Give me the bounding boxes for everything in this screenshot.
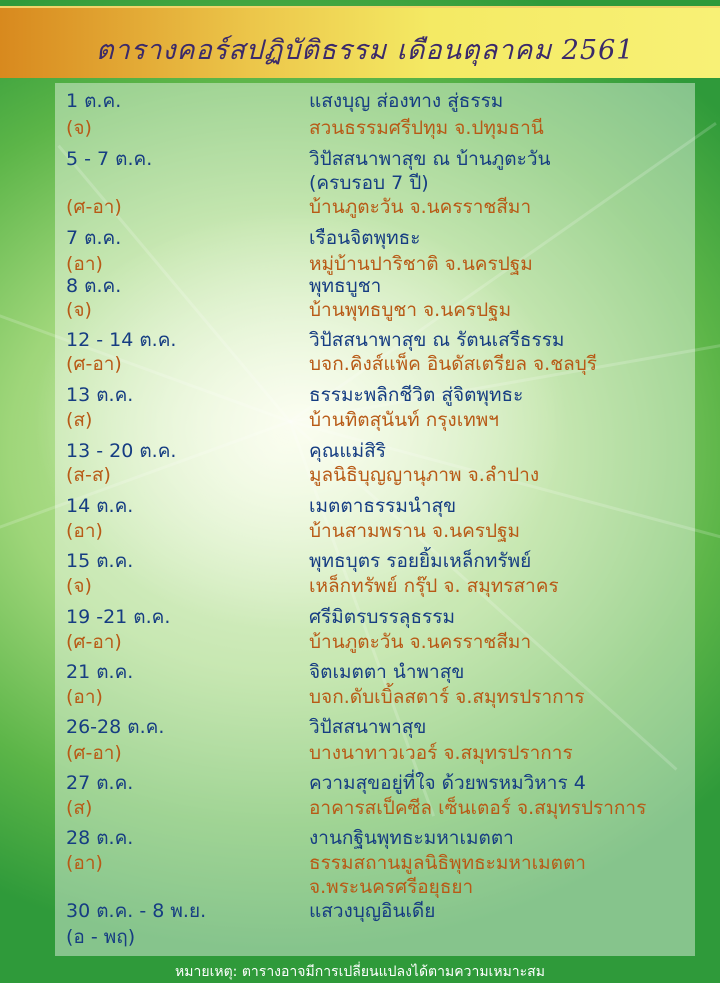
event-location: บ้านทิตสุนันท์ กรุงเทพฯ (309, 409, 499, 431)
event-date: 8 ต.ค. (66, 275, 122, 297)
event-date: 13 ต.ค. (66, 384, 134, 406)
event-days: (ส-ส) (66, 464, 111, 486)
event-title-line2: (ครบรอบ 7 ปี) (309, 172, 429, 194)
event-title: แสวงบุญอินเดีย (309, 900, 436, 922)
event-location: สวนธรรมศรีปทุม จ.ปทุมธานี (309, 117, 544, 139)
schedule-row (66, 925, 706, 949)
schedule-row (66, 89, 706, 113)
event-title: จิตเมตตา นำพาสุข (309, 661, 465, 683)
event-title: ศรีมิตรบรรลุธรรม (309, 606, 455, 628)
schedule-row (66, 796, 706, 820)
event-location: บางนาทาวเวอร์ จ.สมุทรปราการ (309, 742, 573, 764)
title-banner (0, 6, 720, 78)
schedule-row (66, 715, 706, 739)
schedule-row (66, 826, 706, 850)
schedule-row (66, 116, 706, 140)
event-location: บ้านภูตะวัน จ.นครราชสีมา (309, 196, 532, 218)
event-title: วิปัสสนาพาสุข ณ บ้านภูตะวัน (309, 148, 551, 170)
schedule-row (66, 328, 706, 352)
event-days: (อา) (66, 686, 103, 708)
event-date: 5 - 7 ต.ค. (66, 148, 153, 170)
event-date: 21 ต.ค. (66, 661, 134, 683)
event-location: มูลนิธิบุญญานุภาพ จ.ลำปาง (309, 464, 540, 486)
schedule-row (66, 574, 706, 598)
schedule-row (66, 408, 706, 432)
event-date: 26-28 ต.ค. (66, 716, 165, 738)
event-days: (จ) (66, 299, 92, 321)
event-title: วิปัสสนาพาสุข ณ รัตนเสรีธรรม (309, 329, 565, 351)
event-title: งานกฐินพุทธะมหาเมตตา (309, 827, 514, 849)
event-date: 27 ต.ค. (66, 772, 134, 794)
event-title: วิปัสสนาพาสุข (309, 716, 427, 738)
event-days: (อา) (66, 852, 103, 874)
schedule-row (66, 195, 706, 219)
event-days: (ศ-อา) (66, 353, 122, 375)
event-date: 28 ต.ค. (66, 827, 134, 849)
event-days: (อา) (66, 520, 103, 542)
event-date: 14 ต.ค. (66, 495, 134, 517)
schedule-row (66, 549, 706, 573)
schedule-row (66, 147, 706, 171)
event-date: 30 ต.ค. - 8 พ.ย. (66, 900, 207, 922)
schedule-row (66, 274, 706, 298)
event-title: ความสุขอยู่ที่ใจ ด้วยพรหมวิหาร 4 (309, 772, 586, 794)
event-title: แสงบุญ ส่องทาง สู่ธรรม (309, 90, 504, 112)
event-location: อาคารสเป็คซีล เซ็นเตอร์ จ.สมุทรปราการ (309, 797, 647, 819)
event-location: บจก.คิงส์แพ็ค อินดัสเตรียล จ.ชลบุรี (309, 353, 598, 375)
schedule-row (66, 252, 706, 276)
schedule-row (66, 660, 706, 684)
page-title: ตารางคอร์สปฏิบัติธรรม เดือนตุลาคม 2561 (96, 35, 635, 66)
event-location: บ้านภูตะวัน จ.นครราชสีมา (309, 631, 532, 653)
schedule-row (66, 771, 706, 795)
schedule-row (66, 899, 706, 923)
footnote: หมายเหตุ: ตารางอาจมีการเปลี่ยนแปลงได้ตามความเหมาะสม (175, 964, 545, 980)
schedule-row (66, 494, 706, 518)
event-date: 15 ต.ค. (66, 550, 134, 572)
event-date: 19 -21 ต.ค. (66, 606, 171, 628)
event-location: บ้านสามพราน จ.นครปฐม (309, 520, 521, 542)
schedule-row (66, 519, 706, 543)
event-title: ธรรมะพลิกชีวิต สู่จิตพุทธะ (309, 384, 524, 406)
schedule-row (66, 383, 706, 407)
event-days: (ศ-อา) (66, 196, 122, 218)
event-date: 12 - 14 ต.ค. (66, 329, 177, 351)
event-days: (อ - พฤ) (66, 926, 136, 948)
schedule-row (66, 439, 706, 463)
event-title: เมตตาธรรมนำสุข (309, 495, 457, 517)
event-location: ธรรมสถานมูลนิธิพุทธะมหาเมตตา (309, 852, 586, 874)
event-location: เหล็กทรัพย์ กรุ๊ป จ. สมุทรสาคร (309, 575, 559, 597)
schedule-row (66, 630, 706, 654)
event-days: (ส) (66, 409, 93, 431)
event-days: (ศ-อา) (66, 631, 122, 653)
schedule-row (66, 463, 706, 487)
event-title: คุณแม่สิริ (309, 440, 386, 462)
schedule-row (66, 352, 706, 376)
event-date: 1 ต.ค. (66, 90, 122, 112)
event-days: (ส) (66, 797, 93, 819)
schedule-row (66, 226, 706, 250)
event-days: (อา) (66, 253, 103, 275)
event-location: หมู่บ้านปาริชาติ จ.นครปฐม (309, 253, 533, 275)
event-location-line2: จ.พระนครศรีอยุธยา (309, 876, 474, 898)
event-days: (จ) (66, 117, 92, 139)
event-days: (จ) (66, 575, 92, 597)
schedule-row (66, 851, 706, 875)
schedule-row (66, 685, 706, 709)
schedule-row (66, 875, 706, 899)
event-title: พุทธบุตร รอยยิ้มเหล็กทรัพย์ (309, 550, 532, 572)
schedule-row (66, 741, 706, 765)
event-location: บจก.ดับเบิ้ลสตาร์ จ.สมุทรปราการ (309, 686, 585, 708)
schedule-row (66, 605, 706, 629)
event-date: 13 - 20 ต.ค. (66, 440, 177, 462)
event-title: เรือนจิตพุทธะ (309, 227, 421, 249)
schedule-row (66, 171, 706, 195)
event-days: (ศ-อา) (66, 742, 122, 764)
event-location: บ้านพุทธบูชา จ.นครปฐม (309, 299, 512, 321)
schedule-row (66, 298, 706, 322)
event-title: พุทธบูชา (309, 275, 382, 297)
event-date: 7 ต.ค. (66, 227, 122, 249)
